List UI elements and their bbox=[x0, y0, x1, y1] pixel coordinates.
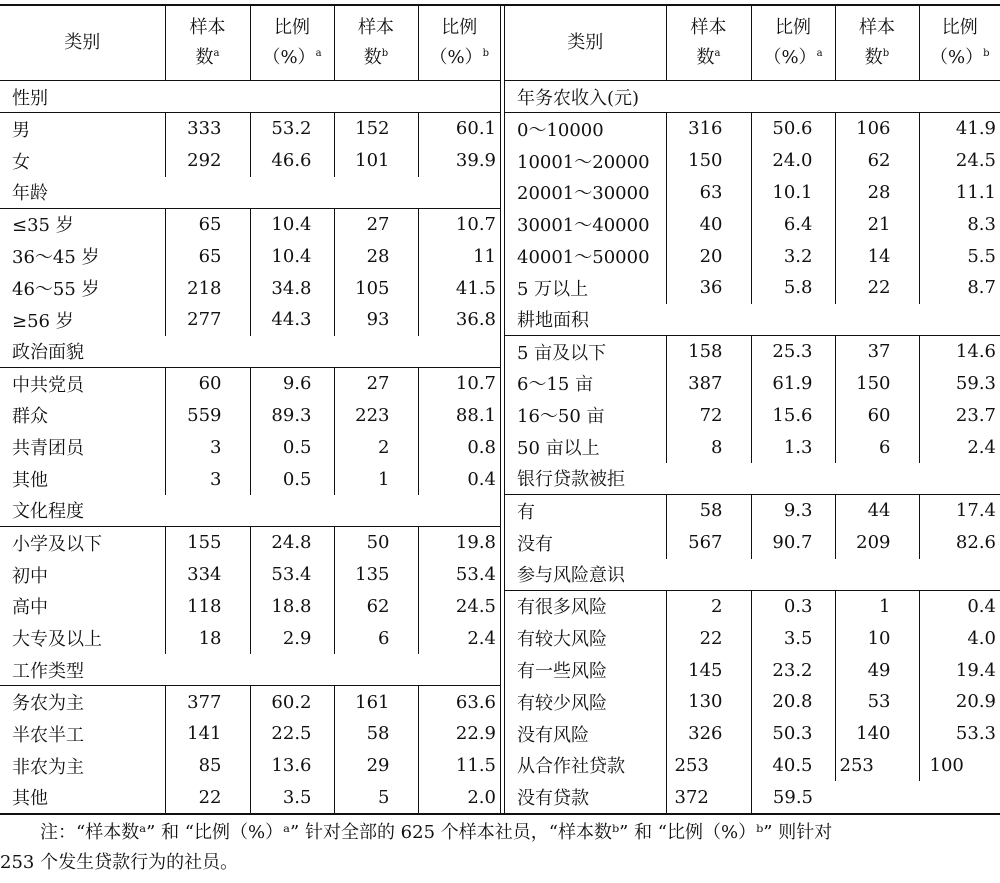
table-row bbox=[505, 781, 1000, 813]
count-b-cell: 223 bbox=[334, 400, 418, 432]
pct-b-cell: 63.6 bbox=[418, 686, 500, 718]
count-a-cell: 65 bbox=[165, 240, 250, 272]
pct-b-cell: 0.8 bbox=[418, 431, 500, 463]
count-b-cell: 150 bbox=[835, 368, 919, 400]
right-table bbox=[505, 6, 1000, 813]
pct-b-cell: 11.1 bbox=[919, 177, 1000, 209]
row-label: 务农为主 bbox=[12, 693, 84, 715]
pct-a-cell: 0.3 bbox=[751, 590, 835, 622]
row-label: 有一些风险 bbox=[517, 661, 607, 683]
row-label: 男 bbox=[12, 119, 30, 141]
row-label: ≤35 岁 bbox=[12, 215, 74, 237]
pct-a-cell: 6.4 bbox=[751, 208, 835, 240]
table-row bbox=[505, 113, 1000, 145]
section-title: 性别 bbox=[0, 81, 500, 113]
row-label: 6～15 亩 bbox=[517, 374, 594, 396]
count-a-cell: 292 bbox=[165, 145, 250, 177]
section-header-row bbox=[0, 177, 500, 209]
pct-b-cell: 41.5 bbox=[418, 272, 500, 304]
pct-a-cell: 1.3 bbox=[751, 431, 835, 463]
header-category: 类别 bbox=[505, 6, 666, 81]
count-a-cell: 316 bbox=[666, 113, 751, 145]
row-label: 高中 bbox=[12, 597, 48, 619]
pct-b-cell: 53.4 bbox=[418, 559, 500, 591]
row-label: ≥56 岁 bbox=[12, 310, 74, 332]
pct-a-cell: 53.2 bbox=[250, 113, 334, 145]
row-label: 没有 bbox=[517, 533, 553, 555]
count-b-cell: 58 bbox=[334, 718, 418, 750]
count-b-cell: 27 bbox=[334, 367, 418, 399]
pct-b-cell: 0.4 bbox=[919, 590, 1000, 622]
section-title: 参与风险意识 bbox=[505, 559, 1000, 591]
row-label: 5 亩及以下 bbox=[517, 342, 607, 364]
count-a-cell: 387 bbox=[666, 368, 751, 400]
row-label: 40001～50000 bbox=[517, 247, 650, 269]
count-b-cell bbox=[835, 781, 919, 813]
table-row bbox=[0, 208, 500, 240]
count-a-cell: 58 bbox=[666, 494, 751, 526]
count-b-cell: 161 bbox=[334, 686, 418, 718]
count-b-cell: 209 bbox=[835, 527, 919, 559]
pct-a-cell: 50.6 bbox=[751, 113, 835, 145]
count-a-cell: 85 bbox=[165, 750, 250, 782]
pct-a-cell: 10.4 bbox=[250, 208, 334, 240]
count-b-cell: 106 bbox=[835, 113, 919, 145]
row-label: 其他 bbox=[12, 470, 48, 492]
row-label: 初中 bbox=[12, 565, 48, 587]
row-label: 其他 bbox=[12, 788, 48, 810]
pct-a-cell: 3.5 bbox=[250, 782, 334, 814]
pct-a-cell: 24.0 bbox=[751, 145, 835, 177]
pct-a-cell: 40.5 bbox=[751, 750, 835, 782]
table-row bbox=[0, 591, 500, 623]
section-header-row bbox=[0, 81, 500, 113]
pct-a-cell: 5.8 bbox=[751, 272, 835, 304]
pct-a-cell: 50.3 bbox=[751, 718, 835, 750]
count-a-cell: 36 bbox=[666, 272, 751, 304]
count-a-cell: 118 bbox=[165, 591, 250, 623]
count-a-cell: 18 bbox=[165, 622, 250, 654]
table-row bbox=[505, 494, 1000, 526]
table-row bbox=[505, 145, 1000, 177]
row-label: 有较大风险 bbox=[517, 629, 607, 651]
pct-a-cell: 46.6 bbox=[250, 145, 334, 177]
table-row bbox=[0, 782, 500, 814]
count-b-cell: 5 bbox=[334, 782, 418, 814]
table-row bbox=[505, 240, 1000, 272]
pct-a-cell: 34.8 bbox=[250, 272, 334, 304]
table-row bbox=[0, 686, 500, 718]
note-line-2: 253 个发生贷款行为的社员。 bbox=[0, 852, 239, 873]
pct-b-cell: 19.8 bbox=[418, 526, 500, 558]
pct-a-cell: 0.5 bbox=[250, 431, 334, 463]
table-row bbox=[505, 590, 1000, 622]
count-a-cell: 3 bbox=[165, 431, 250, 463]
count-a-cell: 334 bbox=[165, 559, 250, 591]
pct-b-cell: 23.7 bbox=[919, 399, 1000, 431]
header-pct-a: 比例 （%）$^a$ bbox=[751, 6, 835, 81]
section-header-row bbox=[0, 654, 500, 686]
count-a-cell: 155 bbox=[165, 526, 250, 558]
pct-b-cell: 82.6 bbox=[919, 527, 1000, 559]
pct-b-cell: 11.5 bbox=[418, 750, 500, 782]
row-label: 有较少风险 bbox=[517, 692, 607, 714]
row-label: 20001～30000 bbox=[517, 183, 650, 205]
count-a-cell: 60 bbox=[165, 367, 250, 399]
pct-a-cell: 61.9 bbox=[751, 368, 835, 400]
pct-a-cell: 23.2 bbox=[751, 654, 835, 686]
row-label: 中共党员 bbox=[12, 374, 84, 396]
table-row bbox=[505, 750, 1000, 782]
pct-a-cell: 3.5 bbox=[751, 622, 835, 654]
section-title: 文化程度 bbox=[0, 495, 500, 527]
header-count-b: 样本 数$^b$ bbox=[334, 6, 418, 81]
table-row bbox=[0, 272, 500, 304]
pct-b-cell: 36.8 bbox=[418, 304, 500, 336]
pct-a-cell: 89.3 bbox=[250, 400, 334, 432]
count-b-cell: 27 bbox=[334, 208, 418, 240]
section-title: 年务农收入(元) bbox=[505, 81, 1000, 113]
pct-b-cell: 11 bbox=[418, 240, 500, 272]
table-row bbox=[0, 400, 500, 432]
pct-a-cell: 10.1 bbox=[751, 177, 835, 209]
table-note bbox=[0, 818, 1000, 878]
table-row bbox=[0, 304, 500, 336]
table-row bbox=[505, 431, 1000, 463]
row-label: 女 bbox=[12, 151, 30, 173]
count-b-cell: 6 bbox=[334, 622, 418, 654]
table-row bbox=[0, 145, 500, 177]
row-label: 46～55 岁 bbox=[12, 279, 100, 301]
table-row bbox=[0, 526, 500, 558]
table-row bbox=[505, 272, 1000, 304]
table-row bbox=[0, 240, 500, 272]
pct-b-cell: 24.5 bbox=[418, 591, 500, 623]
count-b-cell: 105 bbox=[334, 272, 418, 304]
row-label: 有很多风险 bbox=[517, 597, 607, 619]
section-header-row bbox=[0, 336, 500, 368]
table-row bbox=[0, 113, 500, 145]
count-a-cell: 326 bbox=[666, 718, 751, 750]
section-header-row bbox=[505, 304, 1000, 336]
row-label: 5 万以上 bbox=[517, 278, 589, 300]
row-label: 36～45 岁 bbox=[12, 247, 100, 269]
count-b-cell: 101 bbox=[334, 145, 418, 177]
row-label: 16～50 亩 bbox=[517, 406, 605, 428]
count-b-cell: 21 bbox=[835, 208, 919, 240]
section-title: 耕地面积 bbox=[505, 304, 1000, 336]
header-row bbox=[0, 6, 500, 81]
pct-b-cell: 60.1 bbox=[418, 113, 500, 145]
row-label: 从合作社贷款 bbox=[517, 756, 625, 778]
row-label: 有 bbox=[517, 501, 535, 523]
count-a-cell: 567 bbox=[666, 527, 751, 559]
count-b-cell: 152 bbox=[334, 113, 418, 145]
table-row bbox=[505, 686, 1000, 718]
row-label: 群众 bbox=[12, 406, 48, 428]
count-b-cell: 6 bbox=[835, 431, 919, 463]
count-b-cell: 29 bbox=[334, 750, 418, 782]
header-count-a: 样本 数$^a$ bbox=[165, 6, 250, 81]
count-b-cell: 44 bbox=[835, 494, 919, 526]
row-label: 非农为主 bbox=[12, 756, 84, 778]
row-label: 30001～40000 bbox=[517, 215, 650, 237]
count-a-cell: 3 bbox=[165, 463, 250, 495]
section-title: 政治面貌 bbox=[0, 336, 500, 368]
pct-a-cell: 90.7 bbox=[751, 527, 835, 559]
header-pct-b: 比例 （%）$^b$ bbox=[919, 6, 1000, 81]
pct-a-cell: 25.3 bbox=[751, 335, 835, 367]
header-count-b: 样本 数$^b$ bbox=[835, 6, 919, 81]
count-a-cell: 22 bbox=[666, 622, 751, 654]
pct-b-cell: 2.4 bbox=[919, 431, 1000, 463]
pct-b-cell: 2.0 bbox=[418, 782, 500, 814]
count-a-cell: 333 bbox=[165, 113, 250, 145]
table-row bbox=[505, 527, 1000, 559]
pct-b-cell: 88.1 bbox=[418, 400, 500, 432]
count-b-cell: 1 bbox=[334, 463, 418, 495]
pct-a-cell: 13.6 bbox=[250, 750, 334, 782]
count-a-cell: 145 bbox=[666, 654, 751, 686]
header-count-a: 样本 数$^a$ bbox=[666, 6, 751, 81]
data-table bbox=[0, 4, 1000, 815]
row-label: 50 亩以上 bbox=[517, 438, 600, 460]
count-a-cell: 158 bbox=[666, 335, 751, 367]
table-row bbox=[0, 559, 500, 591]
row-label: 10001～20000 bbox=[517, 151, 650, 173]
left-table-body bbox=[0, 81, 500, 814]
pct-b-cell: 2.4 bbox=[418, 622, 500, 654]
count-b-cell: 1 bbox=[835, 590, 919, 622]
count-a-cell: 372 bbox=[666, 781, 751, 813]
count-a-cell: 141 bbox=[165, 718, 250, 750]
pct-b-cell: 24.5 bbox=[919, 145, 1000, 177]
pct-b-cell: 8.7 bbox=[919, 272, 1000, 304]
pct-b-cell: 100 bbox=[919, 750, 1000, 782]
header-category: 类别 bbox=[0, 6, 165, 81]
note-line-1: 注：“样本数ᵃ” 和 “比例（%）ᵃ” 针对全部的 625 个样本社员，“样本数ᵇ” 和 “比例（%）ᵇ” 则针对 bbox=[40, 822, 833, 843]
table-row bbox=[505, 718, 1000, 750]
section-header-row bbox=[0, 495, 500, 527]
pct-b-cell: 10.7 bbox=[418, 367, 500, 399]
pct-a-cell: 53.4 bbox=[250, 559, 334, 591]
header-row bbox=[505, 6, 1000, 81]
pct-b-cell: 4.0 bbox=[919, 622, 1000, 654]
pct-a-cell: 24.8 bbox=[250, 526, 334, 558]
pct-a-cell: 0.5 bbox=[250, 463, 334, 495]
pct-a-cell: 59.5 bbox=[751, 781, 835, 813]
pct-b-cell: 39.9 bbox=[418, 145, 500, 177]
pct-b-cell: 10.7 bbox=[418, 208, 500, 240]
section-title: 年龄 bbox=[0, 177, 500, 209]
row-label: 共青团员 bbox=[12, 438, 84, 460]
pct-a-cell: 18.8 bbox=[250, 591, 334, 623]
pct-b-cell: 20.9 bbox=[919, 686, 1000, 718]
table-row bbox=[505, 622, 1000, 654]
count-a-cell: 8 bbox=[666, 431, 751, 463]
count-b-cell: 14 bbox=[835, 240, 919, 272]
section-title: 银行贷款被拒 bbox=[505, 463, 1000, 495]
pct-a-cell: 2.9 bbox=[250, 622, 334, 654]
table-row bbox=[505, 654, 1000, 686]
table-row bbox=[0, 622, 500, 654]
table-row bbox=[0, 718, 500, 750]
pct-a-cell: 44.3 bbox=[250, 304, 334, 336]
pct-b-cell: 22.9 bbox=[418, 718, 500, 750]
pct-b-cell: 0.4 bbox=[418, 463, 500, 495]
table-row bbox=[505, 368, 1000, 400]
count-a-cell: 277 bbox=[165, 304, 250, 336]
pct-a-cell: 3.2 bbox=[751, 240, 835, 272]
count-a-cell: 130 bbox=[666, 686, 751, 718]
count-b-cell: 135 bbox=[334, 559, 418, 591]
right-table-body bbox=[505, 81, 1000, 814]
pct-b-cell: 8.3 bbox=[919, 208, 1000, 240]
left-table bbox=[0, 6, 500, 813]
count-a-cell: 40 bbox=[666, 208, 751, 240]
row-label: 大专及以上 bbox=[12, 629, 102, 651]
pct-b-cell: 17.4 bbox=[919, 494, 1000, 526]
table-row bbox=[505, 208, 1000, 240]
section-header-row bbox=[505, 81, 1000, 113]
count-b-cell: 253 bbox=[835, 750, 919, 782]
count-a-cell: 218 bbox=[165, 272, 250, 304]
count-b-cell: 28 bbox=[835, 177, 919, 209]
row-label: 小学及以下 bbox=[12, 533, 102, 555]
table-row bbox=[0, 431, 500, 463]
count-b-cell: 10 bbox=[835, 622, 919, 654]
count-a-cell: 2 bbox=[666, 590, 751, 622]
row-label: 半农半工 bbox=[12, 724, 84, 746]
table-row bbox=[0, 750, 500, 782]
header-pct-b: 比例 （%）$^b$ bbox=[418, 6, 500, 81]
count-b-cell: 37 bbox=[835, 335, 919, 367]
section-header-row bbox=[505, 463, 1000, 495]
count-a-cell: 20 bbox=[666, 240, 751, 272]
count-b-cell: 50 bbox=[334, 526, 418, 558]
pct-b-cell: 19.4 bbox=[919, 654, 1000, 686]
count-a-cell: 63 bbox=[666, 177, 751, 209]
row-label: 0～10000 bbox=[517, 119, 604, 141]
count-a-cell: 72 bbox=[666, 399, 751, 431]
section-title: 工作类型 bbox=[0, 654, 500, 686]
count-a-cell: 377 bbox=[165, 686, 250, 718]
count-a-cell: 65 bbox=[165, 208, 250, 240]
table-row bbox=[0, 463, 500, 495]
header-pct-a: 比例 （%）$^a$ bbox=[250, 6, 334, 81]
pct-b-cell: 41.9 bbox=[919, 113, 1000, 145]
table-row bbox=[505, 335, 1000, 367]
pct-a-cell: 20.8 bbox=[751, 686, 835, 718]
pct-a-cell: 15.6 bbox=[751, 399, 835, 431]
section-header-row bbox=[505, 559, 1000, 591]
pct-b-cell bbox=[919, 781, 1000, 813]
table-row bbox=[0, 367, 500, 399]
row-label: 没有贷款 bbox=[517, 788, 589, 810]
count-b-cell: 60 bbox=[835, 399, 919, 431]
count-b-cell: 2 bbox=[334, 431, 418, 463]
count-b-cell: 53 bbox=[835, 686, 919, 718]
count-a-cell: 253 bbox=[666, 750, 751, 782]
pct-a-cell: 60.2 bbox=[250, 686, 334, 718]
pct-b-cell: 59.3 bbox=[919, 368, 1000, 400]
pct-a-cell: 9.3 bbox=[751, 494, 835, 526]
pct-b-cell: 14.6 bbox=[919, 335, 1000, 367]
row-label: 没有风险 bbox=[517, 724, 589, 746]
count-a-cell: 559 bbox=[165, 400, 250, 432]
count-b-cell: 22 bbox=[835, 272, 919, 304]
count-b-cell: 28 bbox=[334, 240, 418, 272]
count-b-cell: 140 bbox=[835, 718, 919, 750]
pct-b-cell: 5.5 bbox=[919, 240, 1000, 272]
pct-a-cell: 9.6 bbox=[250, 367, 334, 399]
pct-b-cell: 53.3 bbox=[919, 718, 1000, 750]
table-row bbox=[505, 399, 1000, 431]
count-b-cell: 93 bbox=[334, 304, 418, 336]
pct-a-cell: 22.5 bbox=[250, 718, 334, 750]
count-a-cell: 22 bbox=[165, 782, 250, 814]
table-row bbox=[505, 177, 1000, 209]
count-b-cell: 62 bbox=[334, 591, 418, 623]
count-b-cell: 49 bbox=[835, 654, 919, 686]
pct-a-cell: 10.4 bbox=[250, 240, 334, 272]
count-a-cell: 150 bbox=[666, 145, 751, 177]
count-b-cell: 62 bbox=[835, 145, 919, 177]
